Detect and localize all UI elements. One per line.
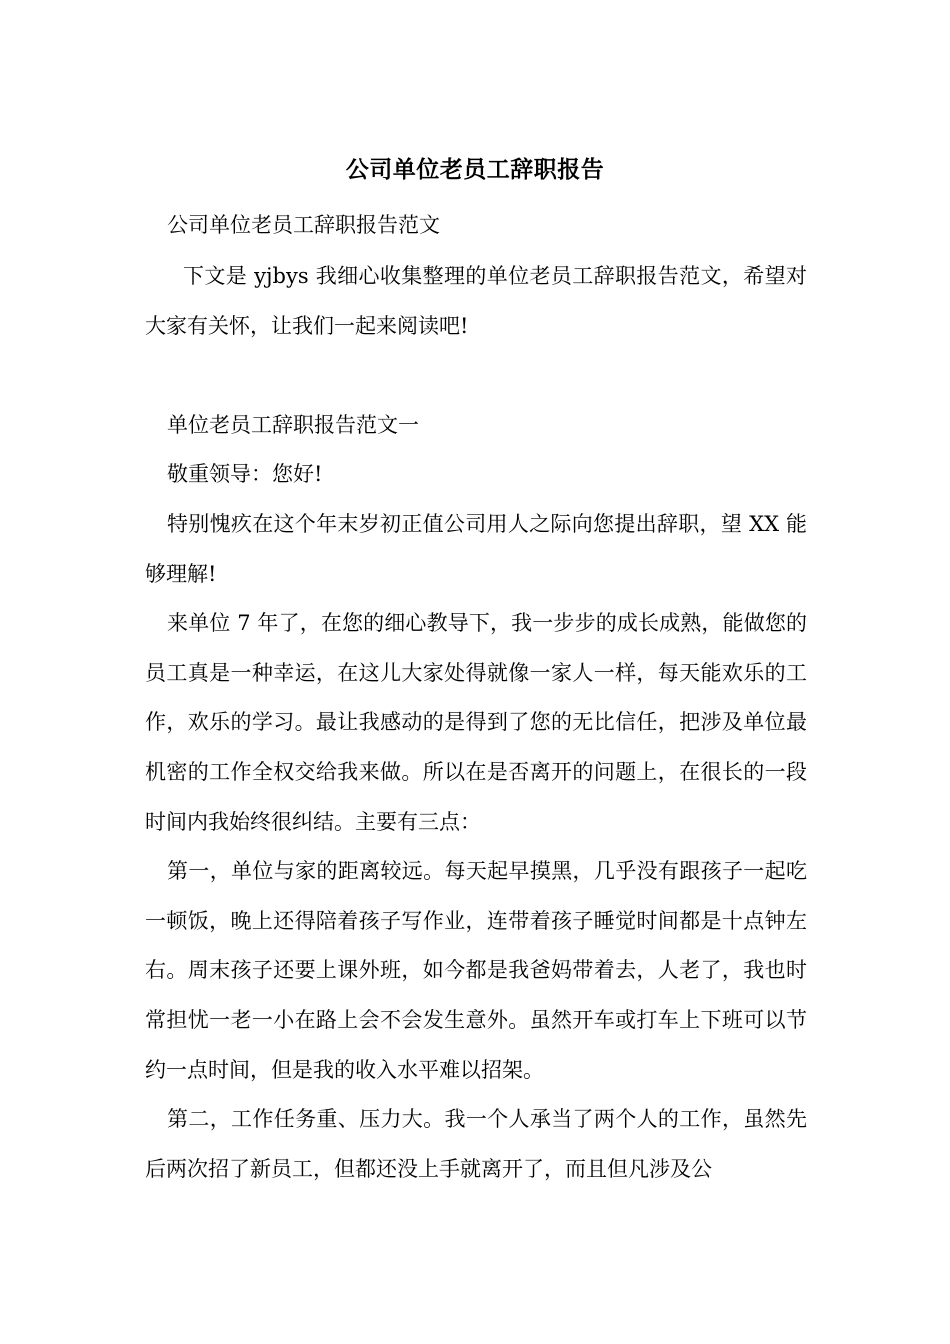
- body-paragraph: 特别愧疚在这个年末岁初正值公司用人之际向您提出辞职，望 XX 能够理解!: [145, 511, 807, 586]
- blank-line: [145, 351, 807, 401]
- intro-paragraph: 下文是 yjbys 我细心收集整理的单位老员工辞职报告范文，希望对大家有关怀，让我们一起来阅读吧!: [145, 264, 807, 338]
- body-paragraph: 第一，单位与家的距离较远。每天起早摸黑，几乎没有跟孩子一起吃一顿饭，晚上还得陪着孩子写作业，连带着孩子睡觉时间都是十点钟左右。周末孩子还要上课外班，如今都是我爸妈带着去，人老了，我也时常担忧一老一小在路上会不会发生意外。虽然开车或打车上下班可以节约一点时间，但是我的收入水平难以招架。: [145, 859, 807, 1082]
- document-title: 公司单位老员工辞职报告: [345, 156, 605, 183]
- section-heading: 单位老员工辞职报告范文一: [167, 412, 419, 437]
- body-paragraph: 第二，工作任务重、压力大。我一个人承当了两个人的工作，虽然先后两次招了新员工，但都还没上手就离开了，而且但凡涉及公: [145, 1107, 807, 1181]
- greeting-line: 敬重领导：您好!: [167, 462, 323, 487]
- document-body: [145, 252, 807, 1194]
- body-paragraph: 来单位 7 年了，在您的细心教导下，我一步步的成长成熟，能做您的员工真是一种幸运，在这儿大家处得就像一家人一样，每天能欢乐的工作，欢乐的学习。最让我感动的是得到了您的无比信任，把涉及单位最机密的工作全权交给我来做。所以在是否离开的问题上，在很长的一段时间内我始终很纠结。主要有三点：: [145, 611, 807, 834]
- document-subtitle: 公司单位老员工辞职报告范文: [167, 213, 440, 237]
